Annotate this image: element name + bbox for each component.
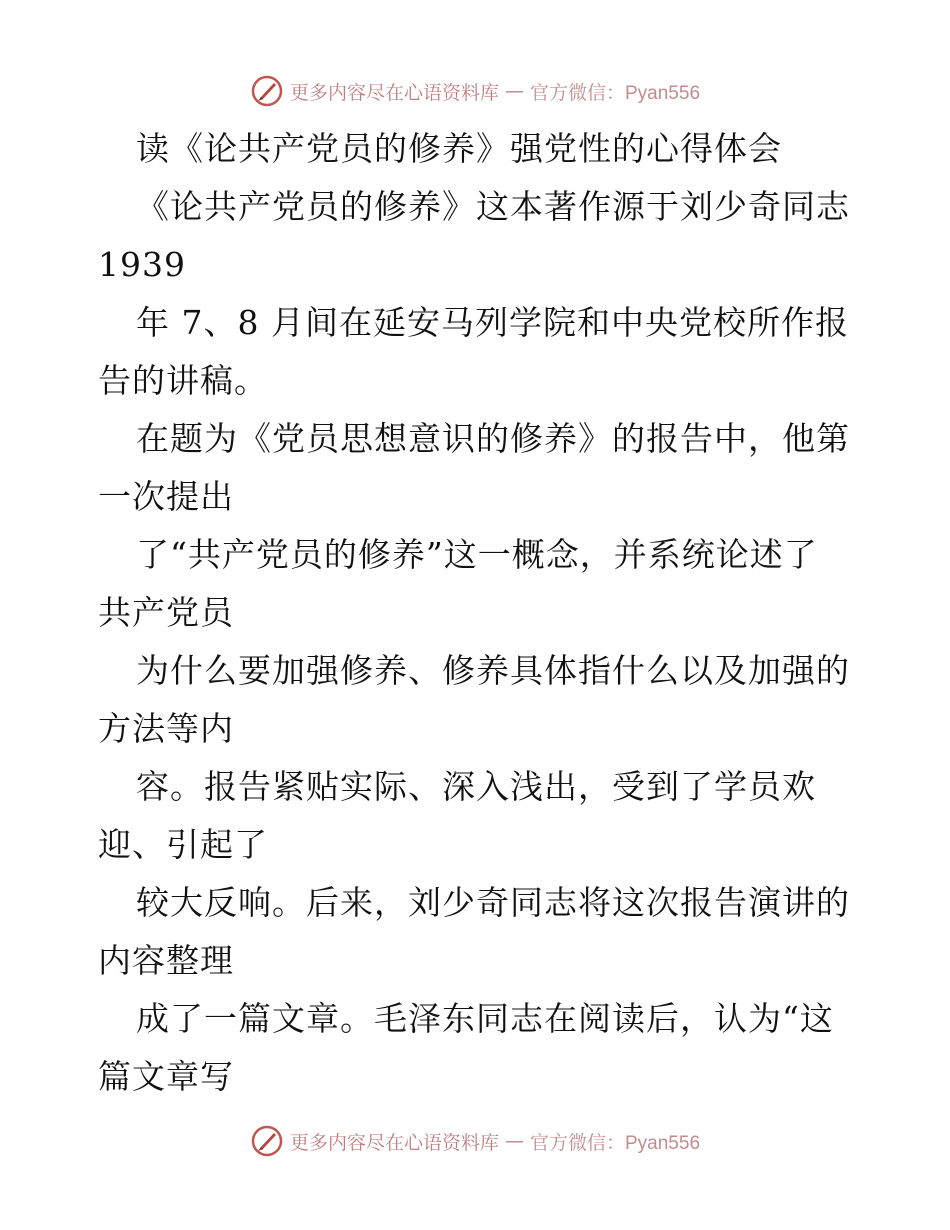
watermark-wechat-text: 官方微信：Pyan556 (530, 1132, 701, 1154)
paragraph-line: 迎、引起了 (98, 825, 268, 864)
paragraph-line: 方法等内 (98, 709, 234, 748)
watermark-site-text: 更多内容尽在心语资料库 (289, 1131, 499, 1154)
paragraph-line: 告的讲稿。 (98, 361, 268, 400)
quill-pen-seal-icon (250, 1124, 284, 1158)
watermark-separator: — (505, 80, 524, 102)
header-watermark (0, 74, 950, 108)
document-title-line: 读《论共产党员的修养》强党性的心得体会 (136, 129, 782, 168)
paragraph-line: 共产党员 (98, 593, 234, 632)
quill-pen-seal-icon (250, 74, 284, 108)
footer-watermark (0, 1124, 950, 1158)
paragraph-line: 为什么要加强修养、修养具体指什么以及加强的 (136, 651, 850, 690)
paragraph-line: 较大反响。后来，刘少奇同志将这次报告演讲的 (136, 883, 850, 922)
watermark-wechat-text: 官方微信：Pyan556 (530, 82, 701, 104)
paragraph-line: 《论共产党员的修养》这本著作源于刘少奇同志 (136, 187, 850, 226)
paragraph-line: 内容整理 (98, 941, 234, 980)
watermark-site-text: 更多内容尽在心语资料库 (289, 81, 499, 104)
paragraph-line: 年 7、8 月间在延安马列学院和中央党校所作报 (136, 303, 849, 342)
paragraph-line: 1939 (98, 245, 186, 284)
paragraph-line: 篇文章写 (98, 1057, 234, 1096)
document-body (98, 120, 858, 1106)
paragraph-line: 一次提出 (98, 477, 234, 516)
paragraph-line: 成了一篇文章。毛泽东同志在阅读后，认为“这 (136, 999, 834, 1038)
watermark-separator: — (505, 1130, 524, 1152)
paragraph-line: 在题为《党员思想意识的修养》的报告中，他第 (136, 419, 850, 458)
paragraph-line: 容。报告紧贴实际、深入浅出，受到了学员欢 (136, 767, 816, 806)
paragraph-line: 了“共产党员的修养”这一概念，并系统论述了 (136, 535, 818, 574)
